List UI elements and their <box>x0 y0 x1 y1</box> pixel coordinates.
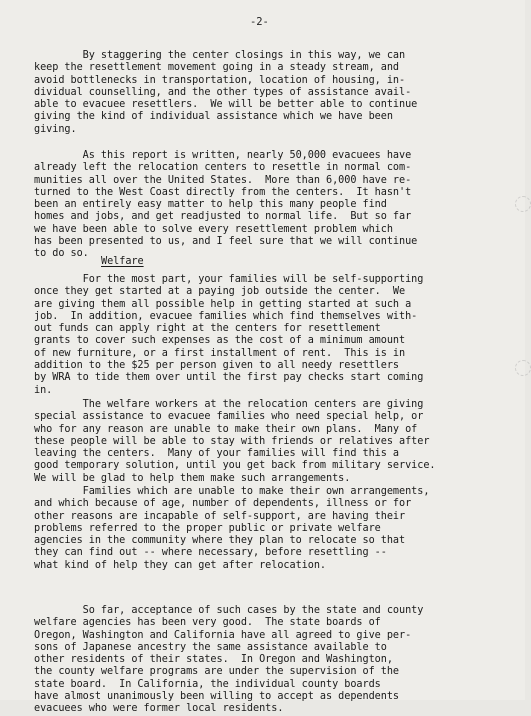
stamp-mark <box>515 360 531 376</box>
stamp-mark <box>515 196 531 212</box>
paragraph-staggering-closings: By staggering the center closings in this way, we can keep the resettlement movement going in a steady stream, and avoid bottlenecks in transportation, location of housing, in- dividual counselling, and the other types of assistance avail- able to evacuee resettlers. We will be better able to continue giving the kind of individual assistance which we have been giving. <box>34 50 418 135</box>
paragraph-evacuees-resettled: As this report is written, nearly 50,000 evacuees have already left the relocation centers to resettle in normal com- munities all over the United States. More than 6,000 have re- turned to the West Coast directly from the centers. It hasn't been an entirely easy matter to help this many people find homes and jobs, and get readjusted to normal life. But so far we have been able to solve every resettlement problem which has been presented to us, and I feel sure that we will continue to do so. <box>34 150 418 260</box>
paragraph-self-supporting: For the most part, your families will be self-supporting once they get started at a paying job outside the center. We are giving them all possible help in getting started at such a job. In addition, evacuee families which find themselves with- out funds can apply right at the centers for resettlement grants to cover such expenses as the cost of a minimum amount of new furniture, or a first installment of rent. This is in addition to the $25 per person given to all needy resettlers by WRA to tide them over until the first pay checks start coming in. <box>34 274 424 396</box>
paragraph-welfare-workers: The welfare workers at the relocation centers are giving special assistance to evacuee families who need special help, or who for any reason are unable to make their own plans. Many of these people will be able to stay with friends or relatives after leaving the centers. Many of your families will find this a good temporary solution, until you get back from military service. We will be glad to help them make such arrangements. <box>34 399 436 484</box>
paragraph-state-acceptance: So far, acceptance of such cases by the state and county welfare agencies has been very good. The state boards of Oregon, Washington and California have all agreed to give per- sons of Japanese ancestry the same assistance available to other residents of their states. In Oregon and Washington, the county welfare programs are under the supervision of the state board. In California, the individual county boards have almost unanimously been willing to accept as dependents evacuees who were former local residents. <box>34 605 424 715</box>
section-heading-welfare: Welfare <box>101 256 144 267</box>
paragraph-unable-families: Families which are unable to make their own arrangements, and which because of age, number of dependents, illness or for other reasons are incapable of self-support, are having their problems referred to the proper public or private welfare agencies in the community where they plan to relocate so that they can find out -- where necessary, before resettling -- what kind of help they can get after relocation. <box>34 486 430 571</box>
page-number: -2- <box>250 16 269 28</box>
